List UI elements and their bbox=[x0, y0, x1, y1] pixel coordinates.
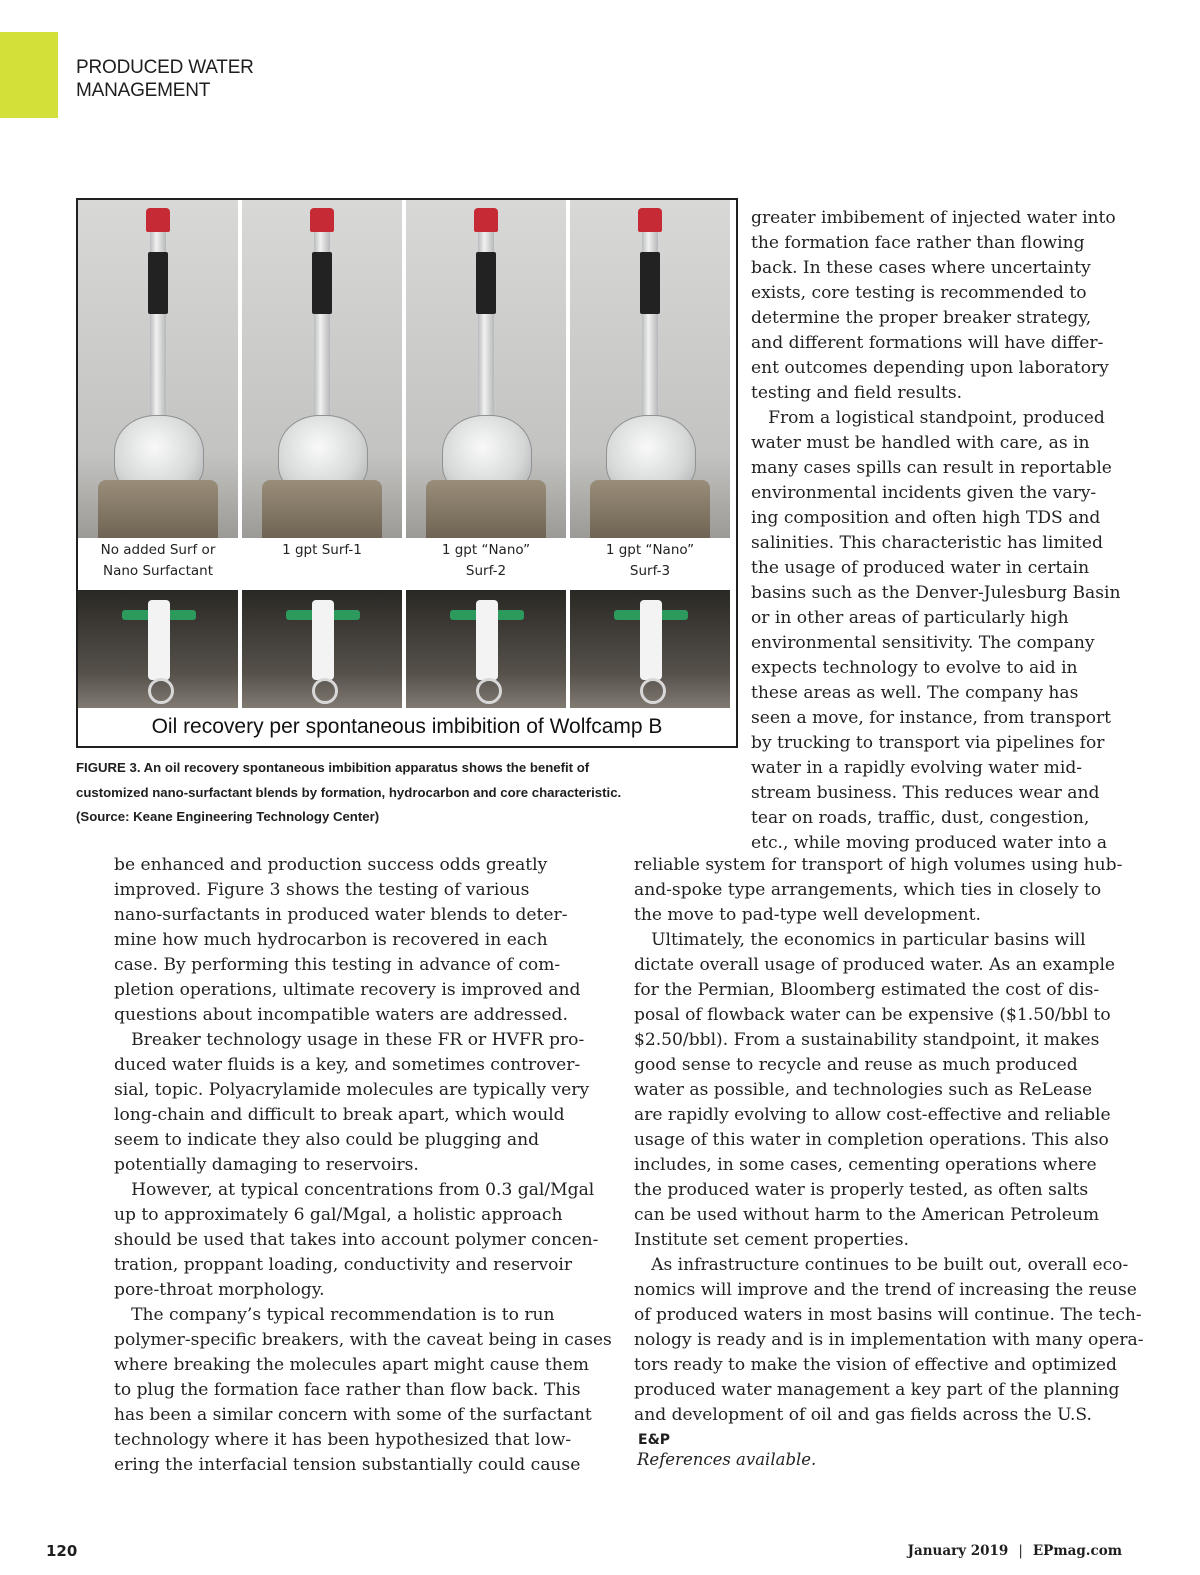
text-line: greater imbibement of injected water into bbox=[751, 208, 1116, 228]
text-line: expects technology to evolve to aid in bbox=[751, 658, 1078, 678]
text-line: long-chain and difficult to break apart, which would bbox=[114, 1105, 565, 1125]
figure-panel bbox=[78, 200, 238, 708]
text-line: the usage of produced water in certain bbox=[751, 558, 1090, 578]
text-line: up to approximately 6 gal/Mgal, a holistic approach bbox=[114, 1205, 563, 1225]
text-line: nology is ready and is in implementation with many opera- bbox=[634, 1330, 1144, 1350]
footer-date: January 2019 bbox=[907, 1543, 1009, 1559]
figure-caption bbox=[76, 756, 736, 830]
caption-line: FIGURE 3. An oil recovery spontaneous imbibition apparatus shows the benefit of bbox=[76, 760, 590, 775]
sample-jar bbox=[98, 480, 218, 538]
panel-label-line: No added Surf or bbox=[100, 542, 216, 558]
tube-cap bbox=[638, 208, 662, 232]
last-line-text: and development of oil and gas fields across the U.S. bbox=[634, 1405, 1092, 1425]
tube-cap bbox=[310, 208, 334, 232]
text-line: nano-surfactants in produced water blends to deter- bbox=[114, 905, 568, 925]
text-line: From a logistical standpoint, produced bbox=[751, 408, 1105, 428]
text-line: posal of flowback water can be expensive ($1.50/bbl to bbox=[634, 1005, 1111, 1025]
valve-photo bbox=[406, 590, 566, 708]
text-line: water must be handled with care, as in bbox=[751, 433, 1090, 453]
ep-end-mark: E&P bbox=[638, 1432, 671, 1448]
footer-info bbox=[908, 1543, 1122, 1559]
text-line: or in other areas of particularly high bbox=[751, 608, 1069, 628]
text-line: environmental incidents given the vary- bbox=[751, 483, 1097, 503]
text-line: improved. Figure 3 shows the testing of various bbox=[114, 880, 530, 900]
text-line: environmental sensitivity. The company bbox=[751, 633, 1095, 653]
text-line: good sense to recycle and reuse as much produced bbox=[634, 1055, 1078, 1075]
text-line: pletion operations, ultimate recovery is improved and bbox=[114, 980, 581, 1000]
text-line: questions about incompatible waters are addressed. bbox=[114, 1005, 568, 1025]
text-line: water in a rapidly evolving water mid- bbox=[751, 758, 1083, 778]
text-line: be enhanced and production success odds greatly bbox=[114, 855, 548, 875]
text-line: testing and field results. bbox=[751, 383, 963, 403]
text-line: tear on roads, traffic, dust, congestion, bbox=[751, 808, 1090, 828]
text-line: duced water fluids is a key, and sometimes controver- bbox=[114, 1055, 581, 1075]
section-label bbox=[76, 56, 254, 102]
page-number: 120 bbox=[46, 1542, 78, 1560]
text-line: mine how much hydrocarbon is recovered in each bbox=[114, 930, 548, 950]
panel-label bbox=[406, 540, 566, 588]
figure-panel bbox=[242, 200, 402, 708]
text-line: The company’s typical recommendation is to run bbox=[114, 1305, 555, 1325]
sample-jar bbox=[426, 480, 546, 538]
valve-ring bbox=[476, 678, 502, 704]
text-line: the move to pad-type well development. bbox=[634, 905, 981, 925]
text-line: ing composition and often high TDS and bbox=[751, 508, 1101, 528]
text-line: the formation face rather than flowing bbox=[751, 233, 1085, 253]
figure-3 bbox=[76, 198, 738, 748]
tube-cap bbox=[474, 208, 498, 232]
panel-label bbox=[570, 540, 730, 588]
references-note: References available. bbox=[637, 1450, 817, 1469]
apparatus-photo bbox=[570, 200, 730, 538]
text-line: exists, core testing is recommended to bbox=[751, 283, 1087, 303]
caption-line: customized nano-surfactant blends by formation, hydrocarbon and core characteristic. bbox=[76, 784, 622, 800]
text-line: As infrastructure continues to be built out, overall eco- bbox=[634, 1255, 1129, 1275]
tube-cap bbox=[146, 208, 170, 232]
text-line: has been a similar concern with some of the surfactant bbox=[114, 1405, 592, 1425]
text-line: and different formations will have differ- bbox=[751, 333, 1104, 353]
text-line: of produced waters in most basins will continue. The tech- bbox=[634, 1305, 1142, 1325]
text-line: polymer-specific breakers, with the caveat being in cases bbox=[114, 1330, 612, 1350]
text-line: by trucking to transport via pipelines for bbox=[751, 733, 1105, 753]
text-line: seem to indicate they also could be plugging and bbox=[114, 1130, 540, 1150]
valve-body bbox=[312, 600, 334, 680]
valve-ring bbox=[148, 678, 174, 704]
tube-band bbox=[148, 252, 168, 314]
text-line: produced water management a key part of the planning bbox=[634, 1380, 1120, 1400]
panel-label-line: 1 gpt “Nano” bbox=[605, 542, 695, 558]
valve-ring bbox=[640, 678, 666, 704]
tube-band bbox=[312, 252, 332, 314]
footer-site: EPmag.com bbox=[1032, 1543, 1122, 1559]
text-line: includes, in some cases, cementing operations where bbox=[634, 1155, 1097, 1175]
text-line: ering the interfacial tension substantially could cause bbox=[114, 1455, 581, 1475]
text-line: potentially damaging to reservoirs. bbox=[114, 1155, 419, 1175]
text-line: should be used that takes into account polymer concen- bbox=[114, 1230, 599, 1250]
text-line: case. By performing this testing in advance of com- bbox=[114, 955, 561, 975]
text-line: Ultimately, the economics in particular basins will bbox=[634, 930, 1086, 950]
valve-photo bbox=[570, 590, 730, 708]
panel-label-line: 1 gpt Surf-1 bbox=[282, 542, 362, 558]
figure-panel bbox=[570, 200, 730, 708]
figure-photo bbox=[78, 200, 736, 708]
text-line: many cases spills can result in reportable bbox=[751, 458, 1112, 478]
text-line: ent outcomes depending upon laboratory bbox=[751, 358, 1109, 378]
text-line-last bbox=[634, 1403, 1134, 1453]
text-line: stream business. This reduces wear and bbox=[751, 783, 1100, 803]
text-line: pore-throat morphology. bbox=[114, 1280, 325, 1300]
text-line: to plug the formation face rather than flow back. This bbox=[114, 1380, 581, 1400]
text-line: $2.50/bbl). From a sustainability standpoint, it makes bbox=[634, 1030, 1100, 1050]
valve-photo bbox=[242, 590, 402, 708]
text-line: salinities. This characteristic has limited bbox=[751, 533, 1103, 553]
valve-body bbox=[148, 600, 170, 680]
text-line: sial, topic. Polyacrylamide molecules are typically very bbox=[114, 1080, 590, 1100]
tube-band bbox=[640, 252, 660, 314]
panel-label-line: Surf-3 bbox=[629, 563, 671, 579]
valve-body bbox=[476, 600, 498, 680]
body-column-right bbox=[634, 853, 1144, 1453]
text-line: tration, proppant loading, conductivity and reservoir bbox=[114, 1255, 573, 1275]
valve-ring bbox=[312, 678, 338, 704]
text-line: Institute set cement properties. bbox=[634, 1230, 909, 1250]
section-accent-tab bbox=[0, 32, 58, 118]
text-line: dictate overall usage of produced water. As an example bbox=[634, 955, 1116, 975]
figure-title: Oil recovery per spontaneous imbibition of Wolfcamp B bbox=[151, 715, 663, 738]
text-line: reliable system for transport of high volumes using hub- bbox=[634, 855, 1123, 875]
text-line: usage of this water in completion operations. This also bbox=[634, 1130, 1109, 1150]
text-line: the produced water is properly tested, as often salts bbox=[634, 1180, 1089, 1200]
text-line: Breaker technology usage in these FR or HVFR pro- bbox=[114, 1030, 585, 1050]
valve-photo bbox=[78, 590, 238, 708]
figure-panel bbox=[406, 200, 566, 708]
text-line: can be used without harm to the American Petroleum bbox=[634, 1205, 1100, 1225]
panel-label-line: 1 gpt “Nano” bbox=[441, 542, 531, 558]
section-label-line: MANAGEMENT bbox=[76, 80, 211, 101]
text-line: for the Permian, Bloomberg estimated the cost of dis- bbox=[634, 980, 1100, 1000]
text-line: water as possible, and technologies such as ReLease bbox=[634, 1080, 1093, 1100]
text-line: back. In these cases where uncertainty bbox=[751, 258, 1091, 278]
sample-jar bbox=[262, 480, 382, 538]
apparatus-photo bbox=[406, 200, 566, 538]
apparatus-photo bbox=[242, 200, 402, 538]
text-line: seen a move, for instance, from transport bbox=[751, 708, 1112, 728]
text-line: tors ready to make the vision of effective and optimized bbox=[634, 1355, 1117, 1375]
panel-label bbox=[242, 540, 402, 588]
text-line: basins such as the Denver-Julesburg Basin bbox=[751, 583, 1121, 603]
valve-body bbox=[640, 600, 662, 680]
tube-band bbox=[476, 252, 496, 314]
text-line: these areas as well. The company has bbox=[751, 683, 1079, 703]
text-line: technology where it has been hypothesized that low- bbox=[114, 1430, 572, 1450]
body-column-left bbox=[114, 853, 612, 1478]
panel-label-line: Nano Surfactant bbox=[102, 563, 214, 579]
text-line: etc., while moving produced water into a bbox=[751, 833, 1108, 853]
text-line: However, at typical concentrations from 0.3 gal/Mgal bbox=[114, 1180, 595, 1200]
footer-separator: | bbox=[1018, 1543, 1023, 1559]
section-label-line: PRODUCED WATER bbox=[76, 57, 254, 78]
panel-label bbox=[78, 540, 238, 588]
panel-label-line: Surf-2 bbox=[465, 563, 507, 579]
caption-line: (Source: Keane Engineering Technology Center) bbox=[76, 809, 380, 824]
apparatus-photo bbox=[78, 200, 238, 538]
sample-jar bbox=[590, 480, 710, 538]
text-line: are rapidly evolving to allow cost-effective and reliable bbox=[634, 1105, 1111, 1125]
text-line: where breaking the molecules apart might cause them bbox=[114, 1355, 590, 1375]
text-line: nomics will improve and the trend of increasing the reuse bbox=[634, 1280, 1137, 1300]
text-line: determine the proper breaker strategy, bbox=[751, 308, 1092, 328]
text-line: and-spoke type arrangements, which ties in closely to bbox=[634, 880, 1102, 900]
body-column-top-right bbox=[751, 206, 1131, 856]
